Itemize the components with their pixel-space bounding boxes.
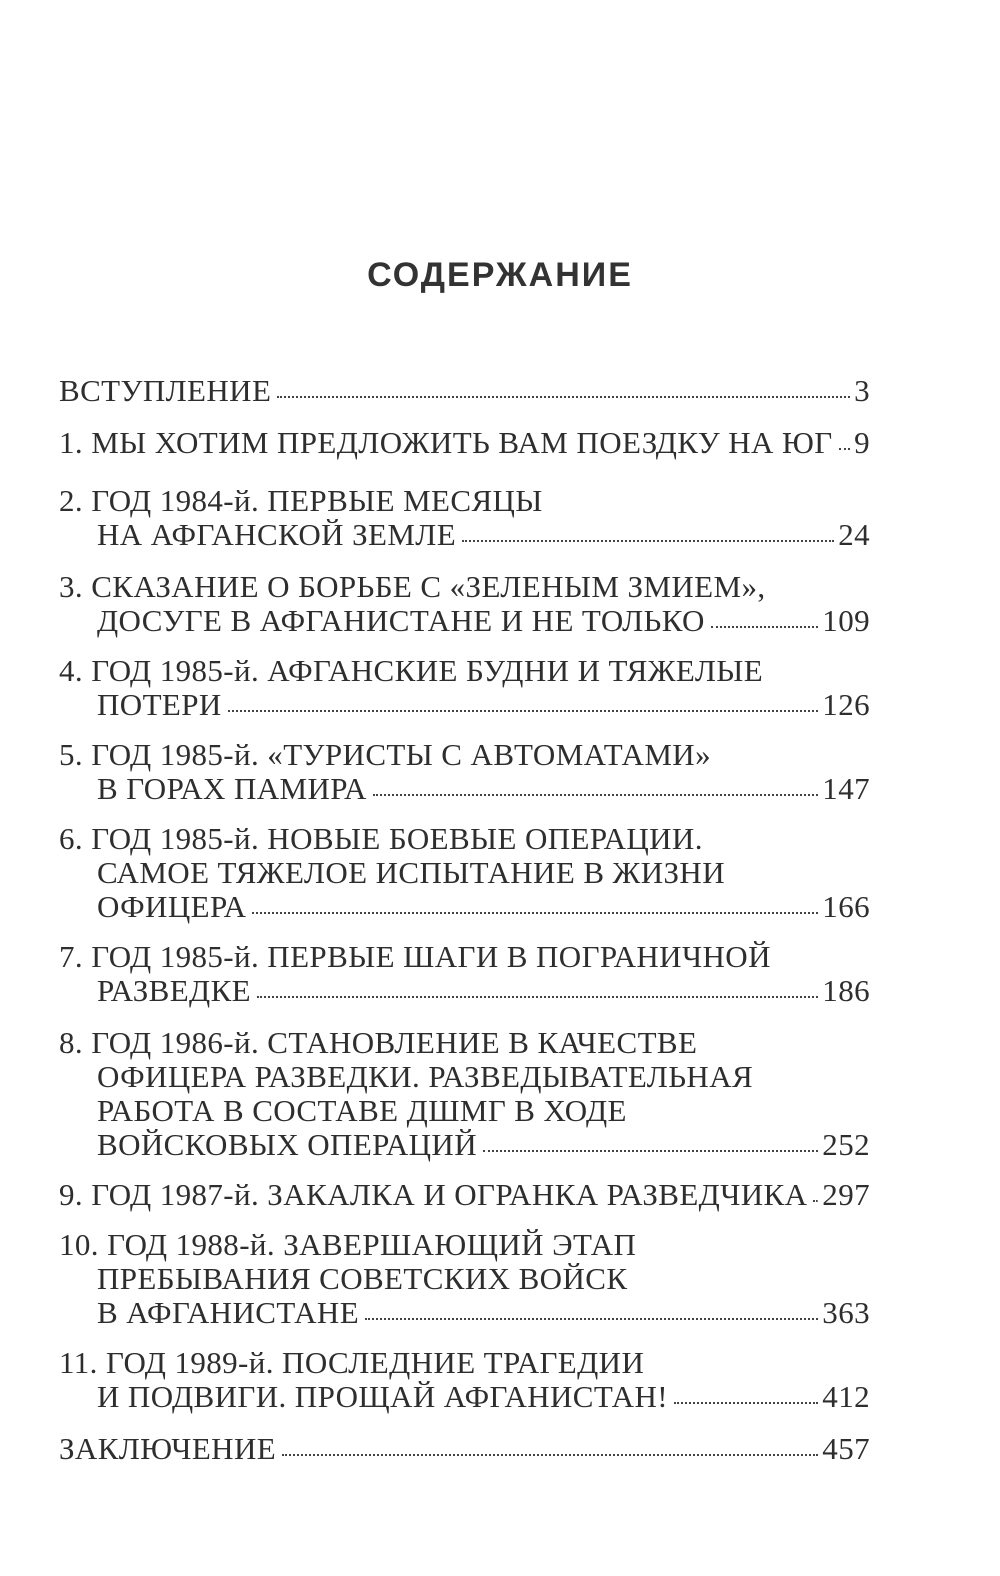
toc-entry-row	[59, 426, 870, 460]
toc-page-number: 109	[822, 603, 870, 638]
toc-entry-row	[59, 772, 870, 806]
toc-entry	[59, 426, 870, 460]
toc-entry	[59, 570, 870, 638]
toc-entry	[59, 822, 870, 924]
toc-page-number: 147	[822, 771, 870, 806]
toc-entry-row	[59, 1128, 870, 1162]
dot-leader	[282, 1450, 818, 1456]
dot-leader	[839, 444, 851, 450]
toc-entry-text: РАЗВЕДКЕ	[97, 973, 251, 1008]
toc-page-number: 412	[822, 1379, 870, 1414]
toc-page-number: 126	[822, 687, 870, 722]
toc-entry-text: В ГОРАХ ПАМИРА	[97, 771, 367, 806]
toc-page-number: 457	[822, 1431, 870, 1466]
toc-entry-text: 9. ГОД 1987-й. ЗАКАЛКА И ОГРАНКА РАЗВЕДЧИКА	[59, 1177, 808, 1212]
toc-entry-text: ВОЙСКОВЫХ ОПЕРАЦИЙ	[97, 1127, 478, 1162]
toc-entry-row	[59, 1380, 870, 1414]
dot-leader	[462, 536, 834, 542]
page-title: СОДЕРЖАНИЕ	[367, 256, 633, 294]
toc-entry-text: НА АФГАНСКОЙ ЗЕМЛЕ	[97, 517, 457, 552]
toc-entry-text: 5. ГОД 1985-й. «ТУРИСТЫ С АВТОМАТАМИ»	[59, 737, 711, 772]
toc-entry-text: РАБОТА В СОСТАВЕ ДШМГ В ХОДЕ	[97, 1093, 627, 1128]
toc-entry	[59, 484, 870, 552]
toc-entry-text: 10. ГОД 1988-й. ЗАВЕРШАЮЩИЙ ЭТАП	[59, 1227, 637, 1262]
toc-entry-text: И ПОДВИГИ. ПРОЩАЙ АФГАНИСТАН!	[97, 1379, 668, 1414]
toc-entry-text: ВСТУПЛЕНИЕ	[59, 373, 272, 408]
dot-leader	[674, 1398, 818, 1404]
dot-leader	[365, 1314, 818, 1320]
toc-entry	[59, 1026, 870, 1162]
dot-leader	[711, 622, 818, 628]
dot-leader	[252, 908, 818, 914]
toc-entry-text: ОФИЦЕРА РАЗВЕДКИ. РАЗВЕДЫВАТЕЛЬНАЯ	[97, 1059, 754, 1094]
toc-page-number: 297	[822, 1177, 870, 1212]
toc-entry	[59, 1178, 870, 1212]
dot-leader	[277, 392, 850, 398]
toc-entry-text: 7. ГОД 1985-й. ПЕРВЫЕ ШАГИ В ПОГРАНИЧНОЙ	[59, 939, 771, 974]
toc-entry-text: ЗАКЛЮЧЕНИЕ	[59, 1431, 277, 1466]
toc-entry	[59, 654, 870, 722]
dot-leader	[257, 992, 818, 998]
toc-entry-row	[59, 1296, 870, 1330]
toc-entry-row	[59, 974, 870, 1008]
toc-entry-text: ПОТЕРИ	[97, 687, 222, 722]
toc-page-number: 166	[822, 889, 870, 924]
toc-entry-row	[59, 518, 870, 552]
toc-entry-row	[59, 890, 870, 924]
toc-entry-text: В АФГАНИСТАНЕ	[97, 1295, 360, 1330]
toc-page-number: 252	[822, 1127, 870, 1162]
toc-page-number: 363	[822, 1295, 870, 1330]
toc-entry	[59, 1228, 870, 1330]
toc-entry-text: ОФИЦЕРА	[97, 889, 247, 924]
toc-page-number: 24	[838, 517, 870, 552]
toc-page-number: 186	[822, 973, 870, 1008]
toc-entry-text: 6. ГОД 1985-й. НОВЫЕ БОЕВЫЕ ОПЕРАЦИИ.	[59, 821, 703, 856]
toc-entry-text: 1. МЫ ХОТИМ ПРЕДЛОЖИТЬ ВАМ ПОЕЗДКУ НА ЮГ	[59, 425, 833, 460]
toc-entry-row	[59, 604, 870, 638]
toc-entry	[59, 374, 870, 408]
toc-entry	[59, 1432, 870, 1466]
toc-entry-text: 8. ГОД 1986-й. СТАНОВЛЕНИЕ В КАЧЕСТВЕ	[59, 1025, 698, 1060]
toc-entry	[59, 738, 870, 806]
toc-entry-text: ПРЕБЫВАНИЯ СОВЕТСКИХ ВОЙСК	[97, 1261, 628, 1296]
dot-leader	[483, 1146, 818, 1152]
dot-leader	[373, 790, 819, 796]
toc-entry-text: ДОСУГЕ В АФГАНИСТАНЕ И НЕ ТОЛЬКО	[97, 603, 705, 638]
toc-entry-text: 4. ГОД 1985-й. АФГАНСКИЕ БУДНИ И ТЯЖЕЛЫЕ	[59, 653, 764, 688]
dot-leader	[228, 706, 819, 712]
toc-entry-row	[59, 374, 870, 408]
toc-entry	[59, 1346, 870, 1414]
toc-page-number: 9	[854, 425, 870, 460]
dot-leader	[813, 1196, 818, 1202]
toc-page-number: 3	[854, 373, 870, 408]
toc-entry-text: 3. СКАЗАНИЕ О БОРЬБЕ С «ЗЕЛЕНЫМ ЗМИЕМ»,	[59, 569, 766, 604]
toc-entry-text: САМОЕ ТЯЖЕЛОЕ ИСПЫТАНИЕ В ЖИЗНИ	[97, 855, 726, 890]
toc-entry-text: 2. ГОД 1984-й. ПЕРВЫЕ МЕСЯЦЫ	[59, 483, 543, 518]
toc-entry-text: 11. ГОД 1989-й. ПОСЛЕДНИЕ ТРАГЕДИИ	[59, 1345, 645, 1380]
toc-entry-row	[59, 1432, 870, 1466]
toc-entry-row	[59, 1178, 870, 1212]
toc-entry-row	[59, 688, 870, 722]
toc-entry	[59, 940, 870, 1008]
